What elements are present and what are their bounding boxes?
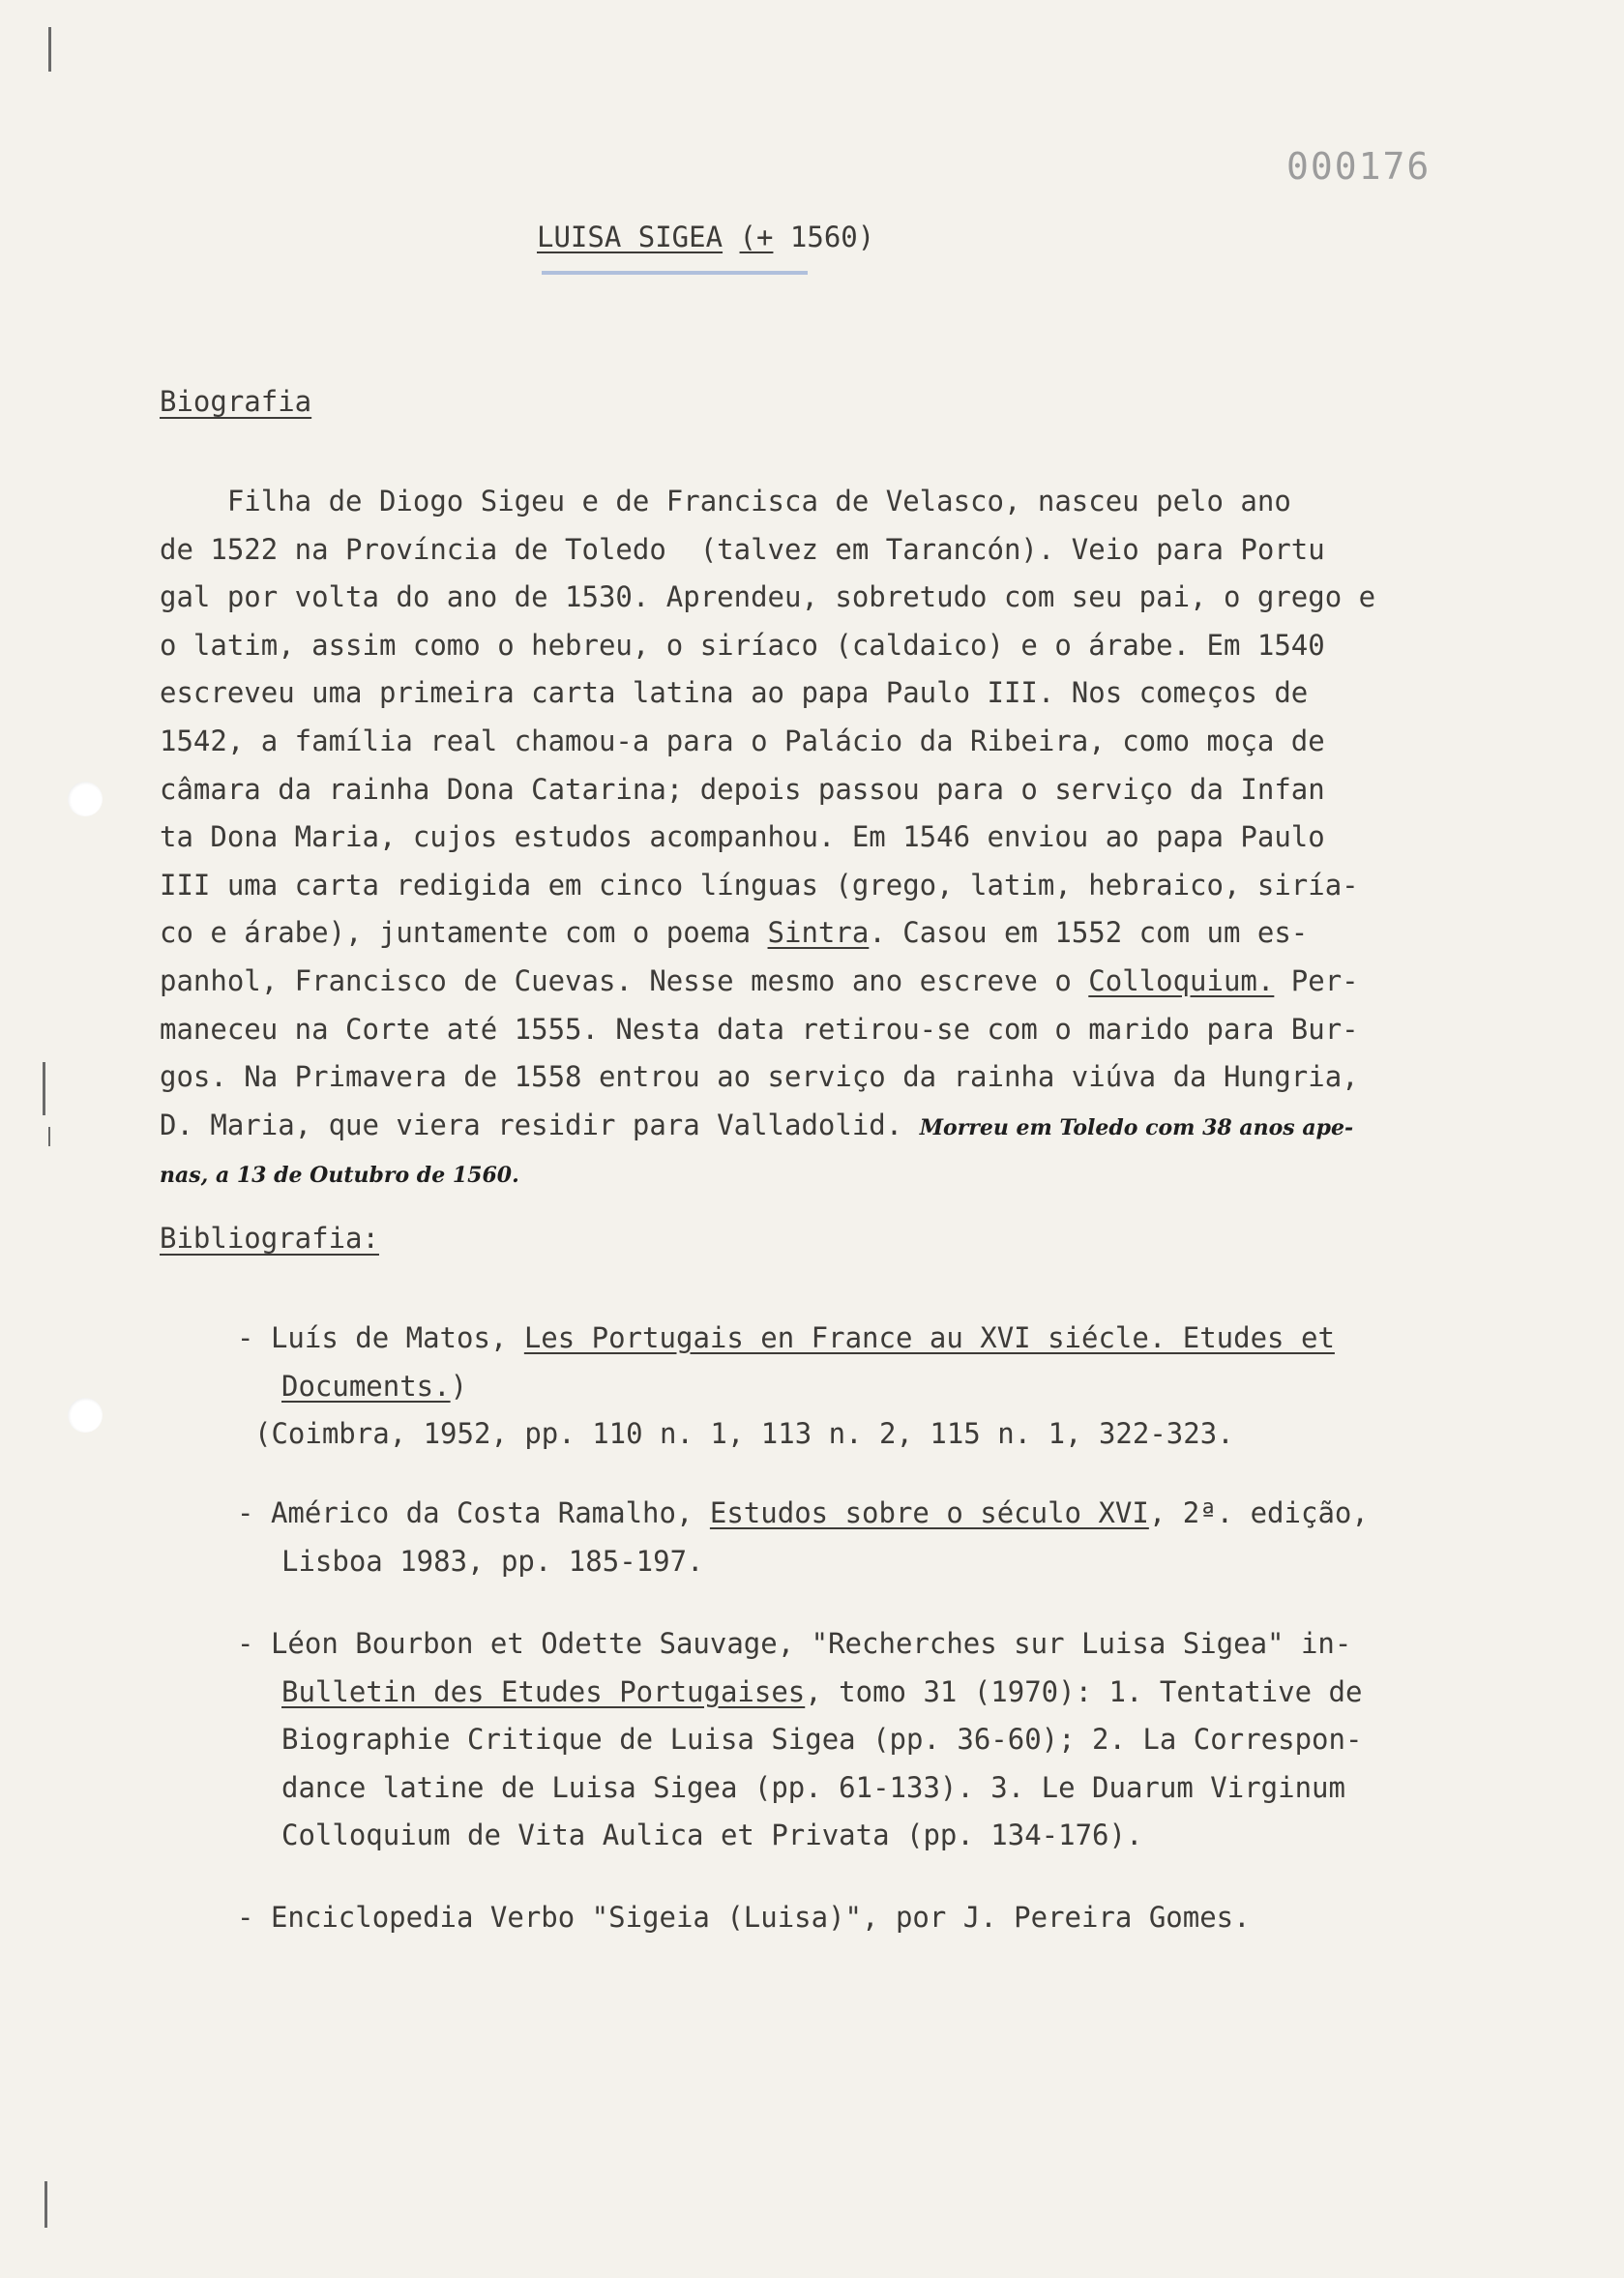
title-highlight-underline: [542, 271, 808, 275]
bio-line: Filha de Diogo Sigeu e de Francisca de Velasco, nasceu pelo ano: [160, 485, 1291, 518]
bio-text: D. Maria, que viera residir para Valladolid.: [160, 1108, 920, 1141]
bio-text: panhol, Francisco de Cuevas. Nesse mesmo ano escreve o: [160, 963, 1089, 997]
archive-stamp-number: 000176: [1286, 145, 1432, 188]
bib-title: Estudos sobre o século XVI: [709, 1496, 1149, 1529]
bib-line: [237, 1363, 1591, 1411]
bib-entry-verbo: [237, 1894, 1591, 1942]
scan-mark-top: [48, 27, 51, 72]
bio-text: . Casou em 1552 com um es-: [869, 916, 1309, 950]
bib-entry-matos: [237, 1315, 1591, 1459]
handwritten-note: Morreu em Toledo com 38 anos ape-: [919, 1114, 1354, 1140]
bio-text: Per-: [1274, 963, 1359, 997]
bib-line: (Coimbra, 1952, pp. 110 n. 1, 113 n. 2, 115 n. 1, 322-323.: [254, 1417, 1234, 1451]
bib-line: [237, 1490, 1591, 1538]
bio-line: [160, 1149, 1591, 1198]
bio-line: ta Dona Maria, cujos estudos acompanhou. Em 1546 enviou ao papa Paulo: [160, 820, 1325, 854]
bib-line: [237, 1669, 1591, 1717]
bio-text: co e árabe), juntamente com o poema: [160, 916, 768, 950]
title-colloquium: Colloquium.: [1088, 963, 1275, 997]
bio-line: 1542, a família real chamou-a para o Palácio da Ribeira, como moça de: [160, 724, 1325, 757]
bib-line: [237, 1894, 1591, 1942]
bib-text: , 2ª. edição,: [1148, 1496, 1369, 1529]
punch-hole-lower: [68, 1398, 103, 1433]
bib-text: , tomo 31 (1970): 1. Tentative de: [805, 1674, 1363, 1708]
bio-line: III uma carta redigida em cinco línguas (grego, latim, hebraico, siría-: [160, 868, 1359, 902]
bib-title: Bulletin des Etudes Portugaises: [281, 1674, 806, 1708]
bib-dash: -: [237, 1627, 254, 1660]
title-year: 1560): [789, 221, 875, 253]
bio-line: o latim, assim como o hebreu, o siríaco (caldaico) e o árabe. Em 1540: [160, 628, 1325, 662]
bib-author: Américo da Costa Ramalho,: [270, 1496, 710, 1529]
title-plus: (+: [739, 221, 774, 253]
bib-entry-bourbon: [237, 1620, 1591, 1860]
handwritten-note: nas, a 13 de Outubro de 1560.: [160, 1163, 519, 1189]
bio-line: escreveu uma primeira carta latina ao papa Paulo III. Nos começos de: [160, 676, 1309, 710]
bio-line: de 1522 na Província de Toledo (talvez em Tarancón). Veio para Portu: [160, 532, 1325, 566]
bib-line: [237, 1315, 1591, 1363]
bio-line: câmara da rainha Dona Catarina; depois passou para o serviço da Infan: [160, 772, 1325, 806]
scan-mark-middle: [43, 1062, 45, 1115]
section-heading-bibliografia: Bibliografia:: [160, 1222, 379, 1255]
bio-line: maneceu na Corte até 1555. Nesta data retirou-se com o marido para Bur-: [160, 1012, 1359, 1046]
bib-dash: -: [237, 1496, 254, 1529]
page-title: [537, 221, 874, 253]
bib-title: Les Portugais en France au XVI siécle. Etudes et: [523, 1321, 1335, 1354]
bib-line: dance latine de Luisa Sigea (pp. 61-133). 3. Le Duarum Virginum: [281, 1770, 1345, 1804]
punch-hole-upper: [68, 782, 103, 816]
bio-line: [160, 958, 1591, 1006]
bib-line: Colloquium de Vita Aulica et Privata (pp. 134-176).: [281, 1819, 1143, 1852]
bib-dash: -: [237, 1901, 254, 1934]
bib-entry-ramalho: [237, 1490, 1591, 1585]
section-heading-biografia: Biografia: [160, 385, 312, 418]
scan-mark-middle-small: [48, 1127, 50, 1146]
title-sintra: Sintra: [767, 916, 870, 950]
bib-title: Documents.: [281, 1369, 451, 1403]
bib-text: ): [450, 1369, 468, 1403]
scan-mark-bottom: [44, 2181, 47, 2228]
title-name: LUISA SIGEA: [537, 221, 723, 253]
bio-line: [160, 1102, 1591, 1150]
biography-paragraph: [160, 478, 1591, 1198]
bib-dash: -: [237, 1321, 254, 1354]
bib-author: Luís de Matos,: [270, 1321, 524, 1354]
bib-line: Lisboa 1983, pp. 185-197.: [281, 1544, 704, 1578]
bib-line: Biographie Critique de Luisa Sigea (pp. 36-60); 2. La Correspon-: [281, 1723, 1363, 1757]
bio-line: [160, 909, 1591, 958]
bio-line: gos. Na Primavera de 1558 entrou ao serviço da rainha viúva da Hungria,: [160, 1060, 1359, 1094]
bib-text: Léon Bourbon et Odette Sauvage, "Recherches sur Luisa Sigea" in-: [270, 1627, 1352, 1660]
bib-text: Enciclopedia Verbo "Sigeia (Luisa)", por J. Pereira Gomes.: [270, 1901, 1251, 1934]
bib-line: [237, 1620, 1591, 1669]
bio-line: gal por volta do ano de 1530. Aprendeu, sobretudo com seu pai, o grego e: [160, 580, 1376, 614]
